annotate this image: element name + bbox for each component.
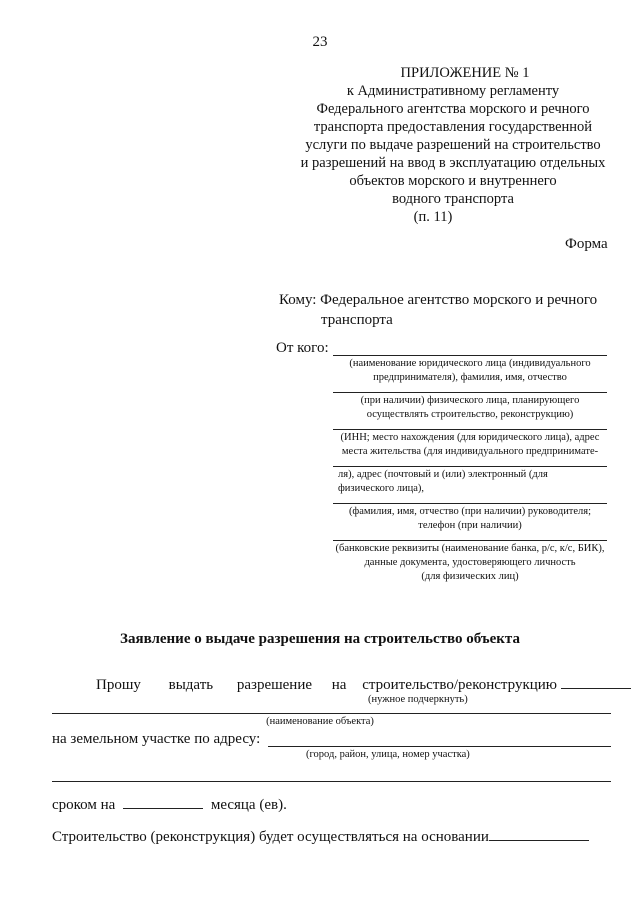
request-word: на — [331, 677, 347, 693]
form-label: Форма — [565, 236, 608, 252]
appendix-line: услуги по выдаче разрешений на строительство — [305, 137, 601, 153]
appendix-line: к Административному регламенту — [346, 83, 560, 99]
from-field-line — [333, 429, 607, 430]
from-field-line — [333, 355, 607, 356]
from-field-line — [333, 503, 607, 504]
term-line — [52, 797, 287, 814]
appendix-line: (п. 11) — [413, 209, 453, 225]
hint-object: (наименование объекта) — [266, 716, 374, 727]
from-field-line — [333, 392, 607, 393]
object-name-line — [52, 713, 611, 714]
appendix-header — [288, 64, 618, 226]
from-hint-5: (фамилия, имя, отчество (при наличии) руководителя; телефон (при наличии) — [348, 506, 592, 531]
from-label: От кого: — [276, 340, 329, 356]
appendix-line: транспорта предоставления государственной — [313, 119, 593, 135]
from-hint-4: ля), адрес (почтовый и (или) электронный (для физического лица), — [338, 469, 548, 494]
request-word: Прошу — [96, 677, 141, 693]
term-prefix: сроком на — [52, 797, 116, 813]
request-word: строительство/реконструкцию — [362, 677, 557, 693]
appendix-line: объектов морского и внутреннего — [349, 173, 557, 189]
land-address-line — [268, 746, 611, 747]
hint-underline: (нужное подчеркнуть) — [368, 694, 468, 705]
from-hint-6: (банковские реквизиты (наименование банка, р/с, к/с, БИК), данные документа, удостоверяющего личность (для физических лиц) — [335, 543, 605, 582]
request-word: разрешение — [236, 677, 313, 693]
from-field-line — [333, 540, 607, 541]
request-line — [96, 677, 606, 694]
recipient-line-1: Кому: Федеральное агентство морского и речного — [279, 292, 598, 308]
page-number: 23 — [312, 34, 328, 50]
from-hint-3: (ИНН; место нахождения (для юридического лица), адрес места жительства (для индивидуального предпринимате- — [340, 432, 600, 457]
address-continuation-line — [52, 781, 611, 782]
appendix-line: Федерального агентства морского и речного — [316, 101, 590, 117]
appendix-line: и разрешений на ввод в эксплуатацию отдельных — [300, 155, 606, 171]
document-title: Заявление о выдаче разрешения на строительство объекта — [120, 631, 520, 647]
from-hint-1: (наименование юридического лица (индивидуального предпринимателя), фамилия, имя, отчество — [349, 358, 591, 383]
from-hint-2: (при наличии) физического лица, планирующего осуществлять строительство, реконструкцию) — [360, 395, 580, 420]
basis-blank — [489, 840, 589, 841]
request-blank — [561, 688, 631, 689]
from-field-line — [333, 466, 607, 467]
appendix-line: ПРИЛОЖЕНИЕ № 1 — [400, 65, 530, 81]
request-word: выдать — [168, 677, 214, 693]
appendix-line: водного транспорта — [392, 191, 514, 207]
recipient-line-2: транспорта — [321, 312, 393, 328]
basis-text: Строительство (реконструкция) будет осуществляться на основании — [52, 829, 489, 845]
term-suffix: месяца (ев). — [210, 797, 287, 813]
term-blank — [123, 808, 203, 809]
basis-line — [52, 829, 589, 846]
land-address-label: на земельном участке по адресу: — [52, 731, 261, 747]
hint-address: (город, район, улица, номер участка) — [306, 749, 470, 760]
